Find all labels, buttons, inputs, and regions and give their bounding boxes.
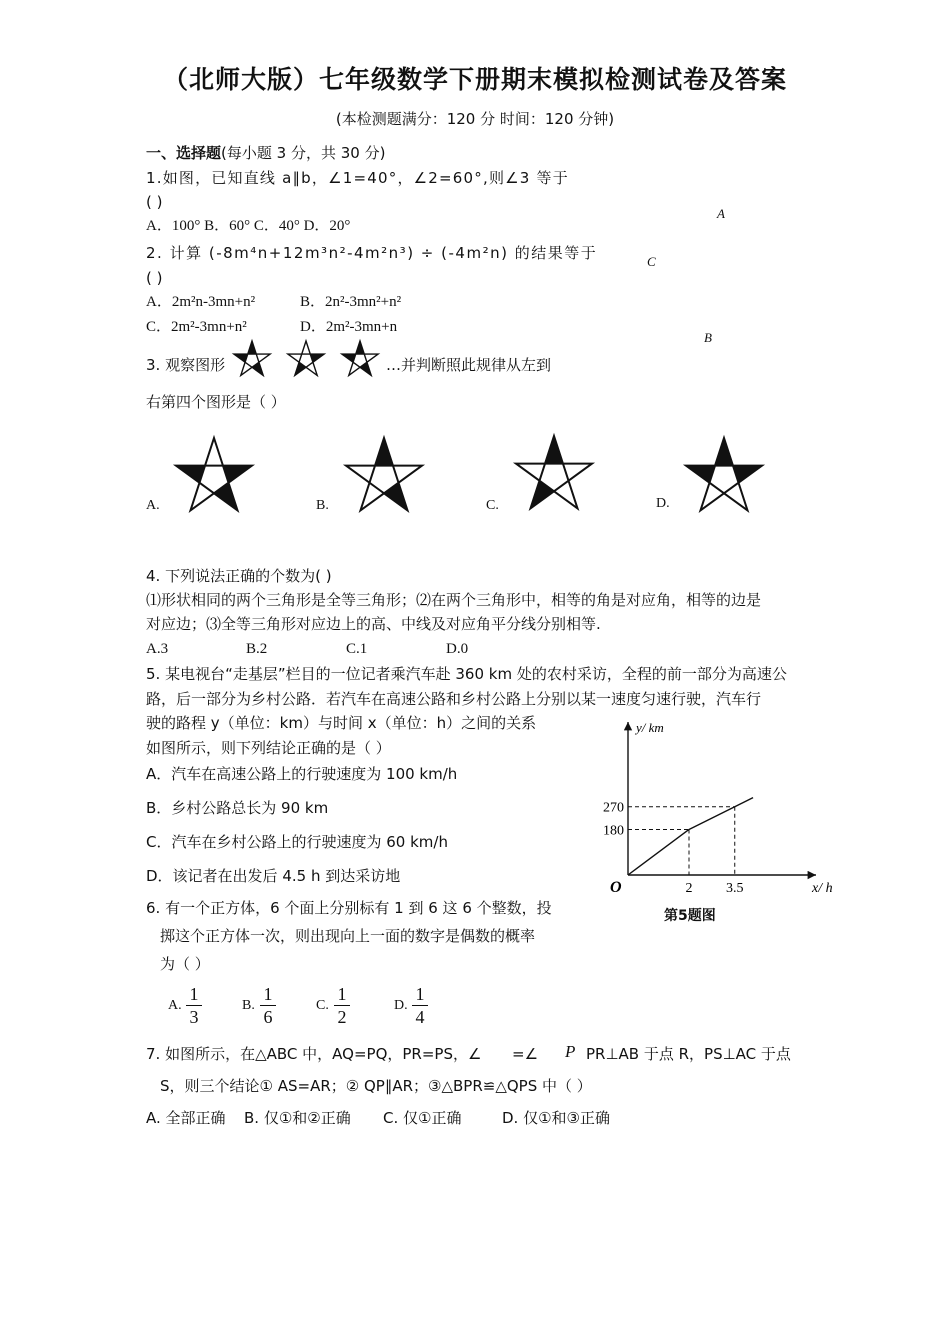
section-title: 一、选择题 <box>146 144 222 162</box>
q6-option-a-fraction <box>186 984 202 1027</box>
fraction-denominator: 4 <box>415 1007 425 1027</box>
star-icon <box>288 341 324 375</box>
fraction-bar <box>260 1005 276 1006</box>
q3-option-c-label: C. <box>486 498 499 513</box>
fraction-numerator: 1 <box>263 984 273 1004</box>
x-axis-label: x/ h <box>812 881 833 896</box>
q2-option-b: B．2n²-3mn²+n² <box>300 294 402 310</box>
fraction-bar <box>412 1005 428 1006</box>
q5-option-d: D．该记者在出发后 4.5 h 到达采访地 <box>146 867 401 885</box>
fraction-denominator: 6 <box>263 1007 273 1027</box>
q1-paren: ( ) <box>146 193 163 211</box>
q1-fig-label-a: A <box>717 206 725 221</box>
q3-option-d-star <box>676 434 772 516</box>
q3-option-c-star <box>506 432 602 514</box>
q2-option-d: D．2m²-3mn+n <box>300 319 398 335</box>
q1-fig-label-b: B <box>704 330 712 345</box>
q6-option-a-label: A. <box>168 998 182 1013</box>
fraction-bar <box>334 1005 350 1006</box>
page-subtitle: (本检测题满分：120 分 时间：120 分钟) <box>335 110 615 128</box>
q4-stem: 4. 下列说法正确的个数为( ) <box>146 567 332 585</box>
fraction-denominator: 3 <box>189 1007 199 1027</box>
q7-option-d: D. 仅①和③正确 <box>502 1109 610 1127</box>
q6-line3: 为（ ） <box>160 955 210 973</box>
q1-stem: 1.如图，已知直线 a∥b，∠1=40°，∠2=60°,则∠3 等于 <box>146 169 569 187</box>
q4-option-b: B.2 <box>246 641 268 657</box>
q5-option-b: B．乡村公路总长为 90 km <box>146 799 329 817</box>
q6-line2: 掷这个正方体一次，则出现向上一面的数字是偶数的概率 <box>160 927 536 945</box>
y-axis-label: y/ km <box>636 720 664 735</box>
q6-option-c-fraction <box>334 984 350 1027</box>
series-segment <box>689 807 735 830</box>
x-tick-label: 3.5 <box>726 881 744 896</box>
q2-stem: 2. 计算 (-8m⁴n+12m³n²-4m²n³) ÷ (-4m²n) 的结果等于 <box>146 244 598 262</box>
q6-option-d-label: D. <box>394 998 408 1013</box>
origin-label: O <box>610 879 622 896</box>
q7-option-c: C. 仅①正确 <box>383 1109 462 1127</box>
star-icon <box>342 341 378 375</box>
q6-option-c-label: C. <box>316 998 329 1013</box>
fraction-numerator: 1 <box>189 984 199 1004</box>
q3-option-d-label: D. <box>656 496 670 511</box>
q4-line2: ⑴形状相同的两个三角形是全等三角形；⑵在两个三角形中，相等的角是对应角，相等的边是 <box>146 591 762 609</box>
q5-line2: 路，后一部分为乡村公路．若汽车在高速公路和乡村公路上分别以某一速度匀速行驶，汽车行 <box>146 690 762 708</box>
section-note: (每小题 3 分，共 30 分) <box>221 144 386 162</box>
q5-option-a: A．汽车在高速公路上的行驶速度为 100 km/h <box>146 765 458 783</box>
x-tick-label: 2 <box>685 881 693 896</box>
q3-option-b-star <box>336 434 432 516</box>
q3-option-b-label: B. <box>316 498 329 513</box>
q1-fig-label-c: C <box>647 254 656 269</box>
q4-option-d: D.0 <box>446 641 469 657</box>
q3-stem-line2: 右第四个图形是（ ） <box>146 393 286 411</box>
q5-chart-caption: 第5题图 <box>664 908 716 924</box>
q7-option-b: B. 仅①和②正确 <box>244 1109 351 1127</box>
q3-stem-suffix: …并判断照此规律从左到 <box>386 356 552 374</box>
q3-option-a-star <box>166 434 262 516</box>
q4-option-c: C.1 <box>346 641 368 657</box>
q7-option-a: A. 全部正确 <box>146 1109 226 1127</box>
q2-option-c: C．2m²-3mn+n² <box>146 319 247 335</box>
q5-chart <box>588 712 850 910</box>
q4-option-a: A.3 <box>146 641 169 657</box>
q2-option-a: A．2m²n-3mn+n² <box>146 294 256 310</box>
q6-line1: 6. 有一个正方体，6 个面上分别标有 1 到 6 这 6 个整数，投 <box>146 899 552 917</box>
q7-stem-b: =∠ <box>512 1045 539 1063</box>
series-extension <box>735 798 753 807</box>
q3-sequence-stars <box>226 338 386 382</box>
q5-line1: 5. 某电视台“走基层”栏目的一位记者乘汽车赴 360 km 处的农村采访，全程的前一部分为高速公 <box>146 665 787 683</box>
q7-stem-c: PR⊥AB 于点 R，PS⊥AC 于点 <box>586 1045 791 1063</box>
star-icon <box>234 341 270 375</box>
q6-option-d-fraction <box>412 984 428 1027</box>
q6-option-b-fraction <box>260 984 276 1027</box>
q5-line4: 如图所示，则下列结论正确的是（ ） <box>146 739 391 757</box>
series-segment <box>628 829 689 875</box>
fraction-denominator: 2 <box>337 1007 347 1027</box>
q1-options: A．100° B．60° C．40° D．20° <box>146 218 351 234</box>
q3-option-a-label: A. <box>146 498 160 513</box>
q2-paren: ( ) <box>146 269 163 287</box>
fraction-numerator: 1 <box>337 984 347 1004</box>
fraction-numerator: 1 <box>415 984 425 1004</box>
y-tick-label: 180 <box>603 823 624 839</box>
q5-line3: 驶的路程 y（单位：km）与时间 x（单位：h）之间的关系 <box>146 714 537 732</box>
y-tick-label: 270 <box>603 800 624 816</box>
q7-stem-line2: S，则三个结论① AS=AR；② QP∥AR；③△BPR≌△QPS 中（ ） <box>160 1077 592 1095</box>
q7-stem-p: P <box>565 1042 576 1061</box>
section-heading <box>146 143 385 163</box>
page-title: （北师大版）七年级数学下册期末模拟检测试卷及答案 <box>162 65 787 94</box>
fraction-bar <box>186 1005 202 1006</box>
q3-stem-prefix: 3. 观察图形 <box>146 356 226 374</box>
q4-line3: 对应边；⑶全等三角形对应边上的高、中线及对应角平分线分别相等. <box>146 615 601 633</box>
q7-stem-a: 7. 如图所示，在△ABC 中，AQ=PQ，PR=PS，∠ <box>146 1045 482 1063</box>
q5-option-c: C．汽车在乡村公路上的行驶速度为 60 km/h <box>146 833 448 851</box>
q6-option-b-label: B. <box>242 998 255 1013</box>
